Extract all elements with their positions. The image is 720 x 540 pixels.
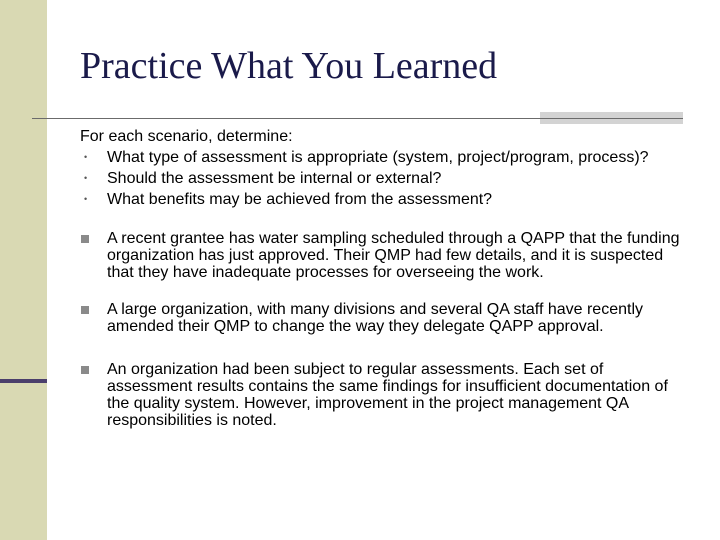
scenario-text: A large organization, with many divisions and several QA staff have recently amended their QMP to change the way they delegate QAPP approval. [107, 301, 643, 335]
scenario-item [80, 230, 690, 281]
question-item [80, 149, 690, 166]
dot-bullet-icon: • [84, 194, 88, 204]
slide-body [80, 128, 690, 429]
square-bullet-icon [81, 235, 89, 243]
slide-title: Practice What You Learned [80, 45, 498, 87]
dot-bullet-icon: • [84, 152, 88, 162]
question-text: What benefits may be achieved from the assessment? [107, 191, 493, 208]
scenario-text: A recent grantee has water sampling scheduled through a QAPP that the funding organization has just approved. Their QMP had few details, and it is suspected that they have inadequate processes for overseeing the work. [107, 230, 680, 281]
question-item [80, 170, 690, 187]
question-list [80, 149, 690, 208]
question-item [80, 191, 690, 208]
question-text: What type of assessment is appropriate (system, project/program, process)? [107, 149, 649, 166]
scenario-text: An organization had been subject to regular assessments. Each set of assessment results contains the same findings for insufficient documentation of the quality system. However, improvement in the project management QA responsibilities is noted. [107, 361, 668, 429]
square-bullet-icon [81, 306, 89, 314]
scenario-item [80, 361, 690, 429]
title-divider-rule [32, 118, 683, 119]
intro-text: For each scenario, determine: [80, 128, 293, 145]
scenario-item [80, 301, 690, 335]
question-text: Should the assessment be internal or external? [107, 170, 442, 187]
square-bullet-icon [81, 366, 89, 374]
left-decorative-bar [0, 0, 47, 540]
dot-bullet-icon: • [84, 173, 88, 183]
left-bar-accent-line [0, 379, 47, 383]
